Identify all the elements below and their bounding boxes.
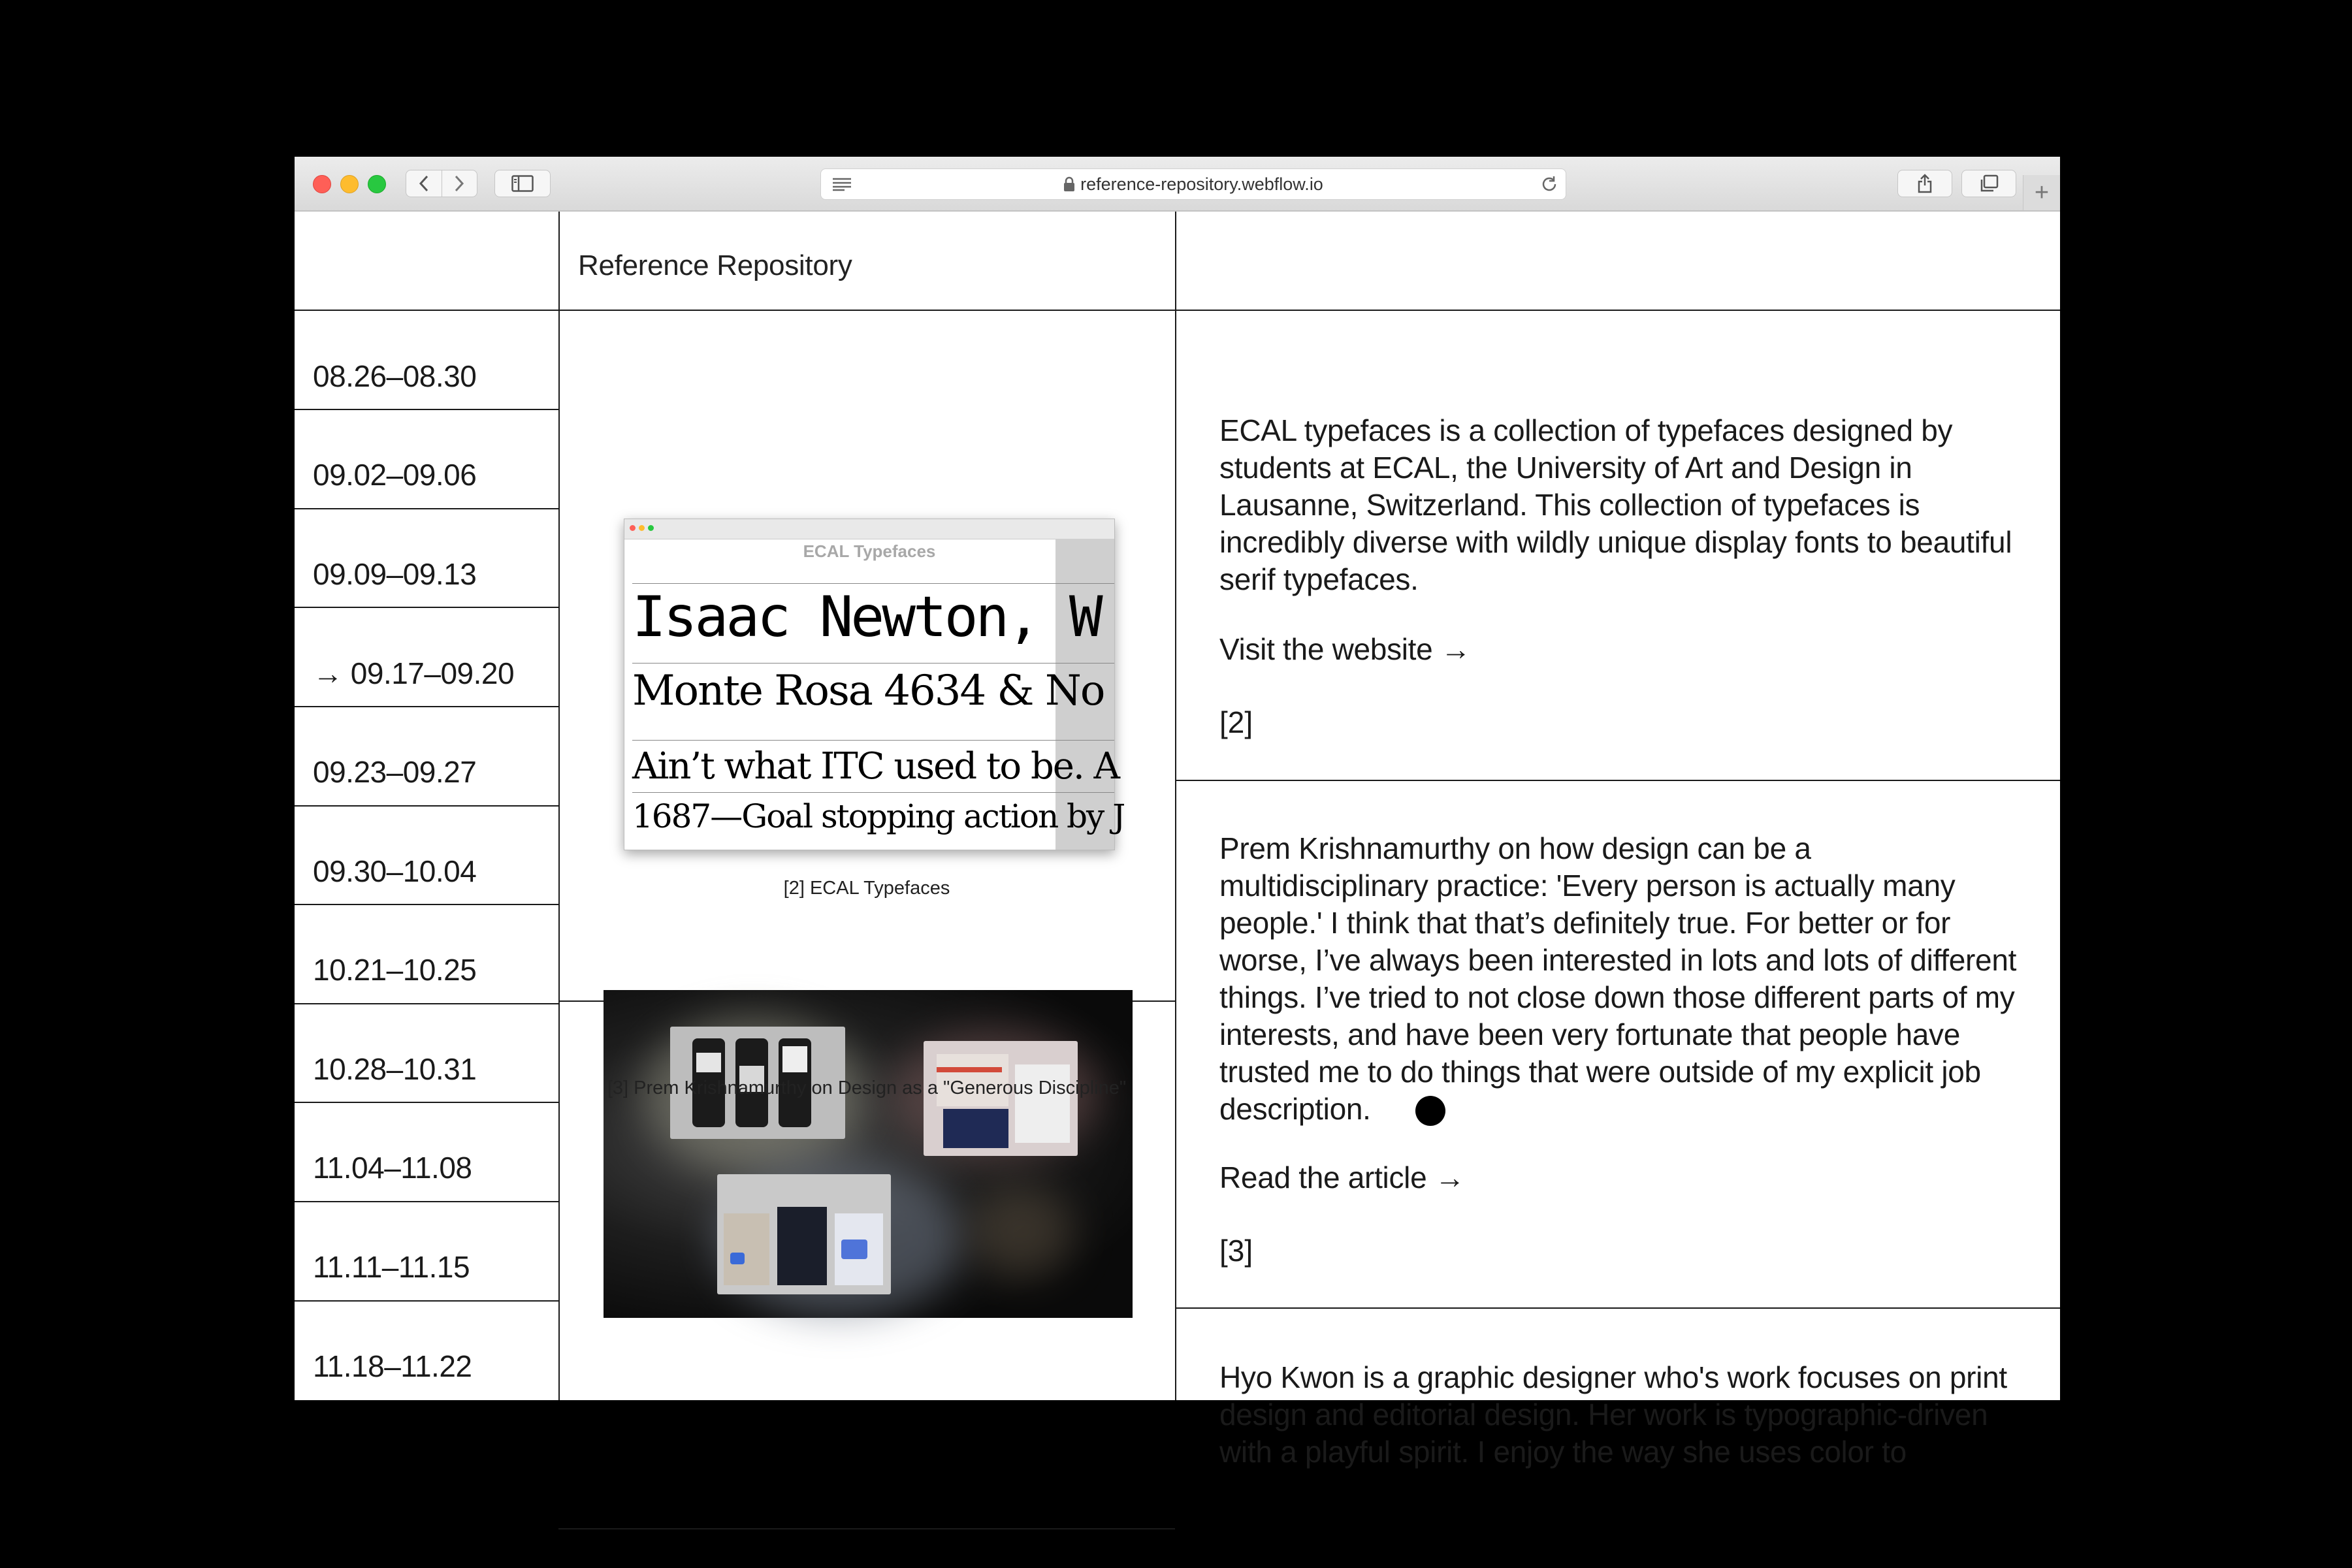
specimen-line: Ain’t what ITC used to be. A (632, 745, 1119, 788)
week-link[interactable]: 08.26–08.30 (313, 359, 477, 393)
week-link[interactable]: 10.28–10.31 (313, 1052, 477, 1086)
entry-description: Prem Krishnamurthy on how design can be a multidisciplinary practice: 'Every person is actually many people.' I think that that’s definitely true. For better or for worse, I’ve always been interested in lots and lots of different things. I’ve tried to not close down those different parts of my interests, and have been very fortunate that people have trusted me to do things that were outside of my explicit job description. (1219, 831, 2017, 1126)
zoom-window-button[interactable] (368, 175, 386, 193)
week-link[interactable]: 09.30–10.04 (313, 854, 477, 888)
column-divider (558, 212, 560, 1400)
specimen-line: 1687—Goal stopping action by J (632, 797, 1125, 835)
week-divider (295, 1300, 558, 1302)
entry-divider (1175, 1307, 2060, 1309)
week-link[interactable]: 11.18–11.22 (313, 1349, 472, 1383)
sidebar-toggle-button[interactable] (494, 170, 551, 197)
read-article-link[interactable]: Read the article → (1219, 1160, 1465, 1194)
prem-krishnamurthy-thumbnail[interactable] (604, 990, 1133, 1318)
cursor (1415, 1096, 1445, 1126)
plus-icon: + (2034, 178, 2050, 206)
entry-reference-number: [2] (1219, 705, 1253, 739)
week-divider (295, 1201, 558, 1202)
tab-overview-button[interactable] (1961, 170, 2016, 197)
web-page (295, 212, 2060, 1469)
share-icon (1917, 174, 1933, 193)
thumbnail-caption: [2] ECAL Typefaces (783, 878, 950, 899)
new-tab-button[interactable] (2023, 175, 2060, 210)
browser-toolbar (295, 157, 2060, 212)
week-link-current[interactable]: → 09.17–09.20 (313, 656, 515, 690)
minimize-window-button[interactable] (340, 175, 359, 193)
week-divider (295, 607, 558, 608)
visit-website-link[interactable]: Visit the website → (1219, 632, 1471, 666)
entry-description: Hyo Kwon is a graphic designer who's work focuses on print design and editorial design. Her work is typographic-driven with a playful spirit. I enjoy the way she uses color to (1219, 1360, 2007, 1469)
week-divider (295, 706, 558, 707)
back-button[interactable] (406, 170, 442, 197)
week-divider (295, 805, 558, 807)
specimen-line: Isaac Newton, W (632, 584, 1101, 650)
chevron-left-icon (419, 175, 429, 192)
entry-reference-number: [3] (1219, 1234, 1253, 1268)
entry-description: ECAL typefaces is a collection of typefaces designed by students at ECAL, the University of Art and Design in Lausanne, Switzerland. This collection of typefaces is incredibly diverse with wildly unique display fonts to beautiful serif typefaces. (1219, 413, 2012, 596)
chevron-right-icon (454, 175, 464, 192)
specimen-line: Monte Rosa 4634 & No (632, 667, 1104, 715)
week-divider (295, 409, 558, 410)
share-button[interactable] (1897, 170, 1952, 197)
thumbnail-caption: [3] Prem Krishnamurthy on Design as a "Generous Discipline" (607, 1078, 1127, 1098)
close-window-button[interactable] (313, 175, 331, 193)
week-divider (295, 904, 558, 905)
url-text: reference-repository.webflow.io (1080, 174, 1323, 194)
week-link[interactable]: 09.09–09.13 (313, 557, 477, 591)
week-link[interactable]: 09.23–09.27 (313, 755, 477, 789)
navigation-buttons (406, 170, 477, 197)
browser-window (295, 157, 2060, 1469)
column-divider (1175, 212, 1176, 1400)
forward-button[interactable] (442, 170, 477, 197)
week-link[interactable]: 11.11–11.15 (313, 1250, 470, 1284)
lock-icon (1063, 176, 1075, 192)
entry-divider (1175, 780, 2060, 781)
week-divider (295, 1102, 558, 1103)
week-link[interactable]: 10.21–10.25 (313, 953, 477, 987)
sidebar-icon (511, 175, 534, 192)
page-title[interactable]: Reference Repository (578, 249, 852, 281)
ecal-typefaces-thumbnail[interactable] (624, 519, 1125, 850)
header-divider (295, 310, 2060, 311)
address-bar[interactable] (820, 168, 1566, 200)
thumbnail-site-header: ECAL Typefaces (803, 541, 936, 561)
week-divider (295, 1003, 558, 1004)
reload-icon[interactable] (1539, 174, 1559, 194)
week-link[interactable]: 11.04–11.08 (313, 1151, 472, 1185)
entry-divider (558, 1528, 1175, 1529)
tab-overview-icon (1979, 174, 1999, 193)
week-link[interactable]: 09.02–09.06 (313, 458, 477, 492)
week-divider (295, 508, 558, 509)
